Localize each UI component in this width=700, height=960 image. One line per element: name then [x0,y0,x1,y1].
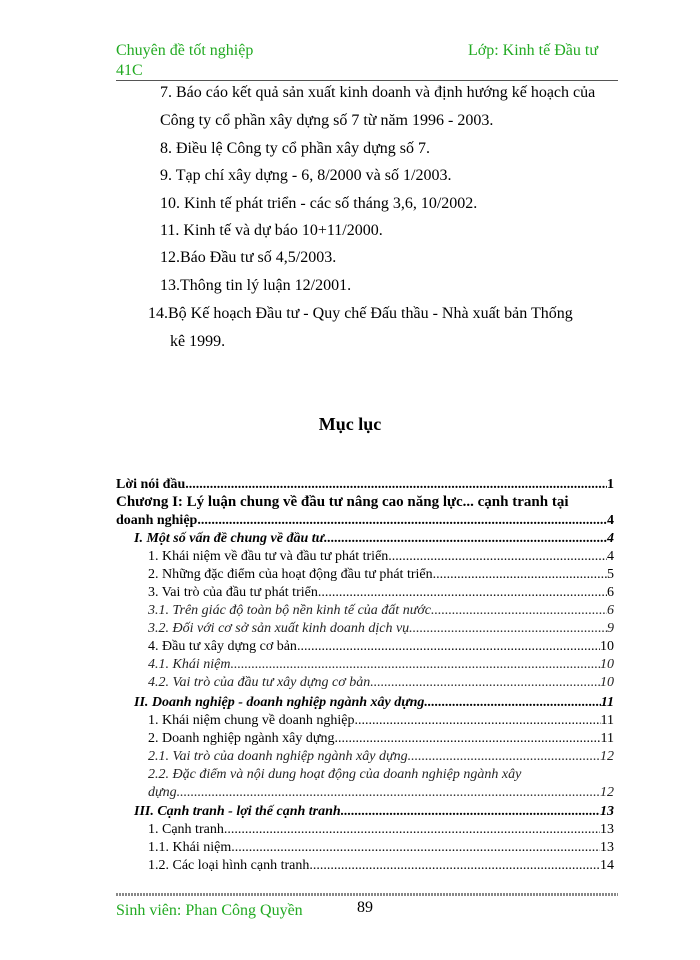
toc-entry[interactable]: III. Cạnh tranh - lợi thế cạnh tranh ..... 13 [134,803,614,820]
toc-entry[interactable]: 2. Những đặc điểm của hoạt động đầu tư phát triển. ..... 5 [148,566,614,583]
footer-divider [116,893,618,896]
toc-entry[interactable]: 4.2. Vai trò của đầu tư xây dựng cơ bản ..... 10 [148,674,614,691]
toc-entry[interactable]: 3. Vai trò của đầu tư phát triển ..... 6 [148,584,614,601]
toc-entry[interactable]: 1.1. Khái niệm ..... 13 [148,839,614,856]
toc-entry[interactable]: 1. Khái niệm về đầu tư và đầu tư phát triển ..... 4 [148,548,614,565]
toc-entry[interactable]: dựng ..... 12 [148,784,614,801]
reference-item: 7. Báo cáo kết quả sản xuất kinh doanh và định hướng kế hoạch của [160,84,596,101]
reference-item: kê 1999. [170,333,226,350]
toc-entry[interactable]: II. Doanh nghiệp - doanh nghiệp ngành xây dựng ..... 11 [134,694,614,711]
toc-entry[interactable]: Chương I: Lý luận chung về đầu tư nâng cao năng lực... cạnh tranh tại [116,494,569,510]
header-class: Lớp: Kinh tế Đầu tư [468,42,598,59]
toc-entry[interactable]: 3.2. Đối với cơ sở sản xuất kinh doanh dịch vụ ..... 9 [148,620,614,637]
toc-entry[interactable]: 1. Khái niệm chung về doanh nghiệp ..... 11 [148,712,614,729]
reference-item: 13.Thông tin lý luận 12/2001. [160,277,352,294]
reference-item: 9. Tạp chí xây dựng - 6, 8/2000 và số 1/2003. [160,167,452,184]
reference-item: Công ty cổ phần xây dựng số 7 từ năm 1996 - 2003. [160,112,494,129]
toc-entry[interactable]: 2.1. Vai trò của doanh nghiệp ngành xây dựng ..... 12 [148,748,614,765]
reference-item: 10. Kinh tế phát triển - các số tháng 3,6, 10/2002. [160,195,478,212]
reference-item: 12.Báo Đầu tư số 4,5/2003. [160,249,337,266]
toc-entry[interactable]: 2. Doanh nghiệp ngành xây dựng ..... 11 [148,730,614,747]
header-course-code: 41C [116,62,143,79]
header-course-title: Chuyên đề tốt nghiệp [116,42,254,59]
toc-title: Mục lục [318,414,382,434]
toc-entry[interactable]: 2.2. Đặc điểm và nội dung hoạt động của doanh nghiệp ngành xây [148,767,522,782]
reference-item: 14.Bộ Kế hoạch Đầu tư - Quy chế Đấu thầu - Nhà xuất bản Thống [148,305,573,322]
page-number: 89 [357,899,373,916]
toc-entry[interactable]: I. Một số vấn đề chung về đầu tư ..... 4 [134,530,614,547]
footer-student: Sinh viên: Phan Công Quyền [116,902,303,919]
reference-item: 11. Kinh tế và dự báo 10+11/2000. [160,222,383,239]
reference-item: 8. Điều lệ Công ty cổ phần xây dựng số 7. [160,140,430,157]
toc-entry[interactable]: doanh nghiệp ..... 4 [116,512,614,529]
toc-entry[interactable]: 1. Cạnh tranh ..... 13 [148,821,614,838]
toc-entry[interactable]: 3.1. Trên giác độ toàn bộ nền kinh tế của đất nước ..... 6 [148,602,614,619]
toc-entry[interactable]: 4. Đầu tư xây dựng cơ bản ..... 10 [148,638,614,655]
header-divider [116,80,618,81]
toc-entry[interactable]: 4.1. Khái niệm ..... 10 [148,656,614,673]
toc-entry[interactable]: Lời nói đầu ..... 1 [116,476,614,493]
toc-entry[interactable]: 1.2. Các loại hình cạnh tranh ..... 14 [148,857,614,874]
